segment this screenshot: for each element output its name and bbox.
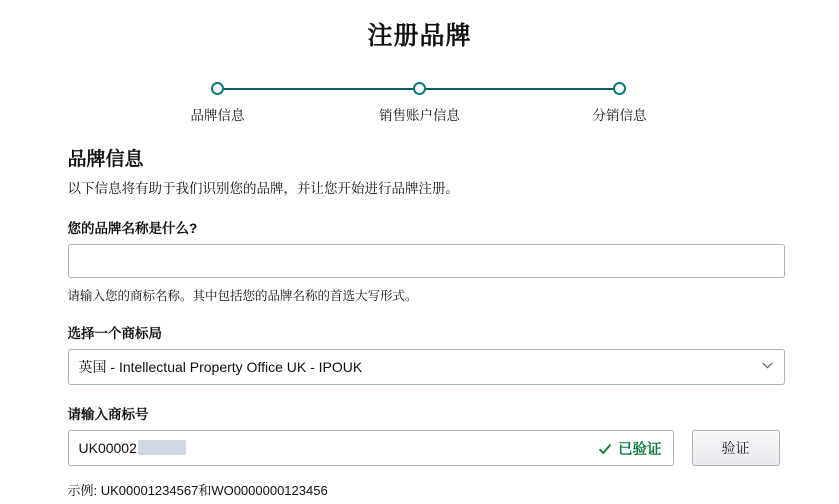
stepper-step-selling-account-info[interactable]: [340, 80, 500, 124]
stepper-step-label: 销售账户信息: [379, 108, 460, 123]
trademark-office-label: 选择一个商标局: [67, 326, 162, 341]
trademark-office-select[interactable]: [68, 349, 785, 385]
stepper-step-label: 品牌信息: [190, 108, 245, 123]
brand-info-form: [60, 144, 780, 499]
brand-name-input[interactable]: [68, 244, 785, 278]
stepper-step-distribution-info[interactable]: [540, 80, 700, 124]
trademark-number-row: [68, 430, 780, 466]
brand-name-field-block: [68, 217, 780, 304]
page-title: 注册品牌: [367, 22, 472, 50]
step-dot-icon: [211, 82, 224, 95]
trademark-number-field-block: [68, 403, 780, 499]
verified-status-badge: [598, 438, 662, 459]
verify-button[interactable]: 验证: [692, 430, 780, 466]
redaction-overlay: [138, 440, 186, 455]
verified-label: 已验证: [618, 442, 662, 458]
trademark-number-label: 请输入商标号: [67, 407, 149, 422]
stepper-step-brand-info[interactable]: [138, 80, 298, 124]
trademark-number-example-text: 示例: UK00001234567和WO0000000123456: [67, 483, 328, 498]
progress-stepper: [100, 80, 740, 126]
brand-name-helper-text: 请输入您的商标名称。其中包括您的品牌名称的首选大写形式。: [67, 289, 418, 303]
section-description: 以下信息将有助于我们识别您的品牌，并让您开始进行品牌注册。: [67, 181, 459, 196]
trademark-office-field-block: [68, 322, 780, 385]
step-dot-icon: [413, 82, 426, 95]
section-title: 品牌信息: [67, 149, 144, 170]
trademark-number-input-wrap: [68, 430, 674, 466]
step-dot-icon: [613, 82, 626, 95]
brand-registration-page: [0, 16, 839, 504]
trademark-office-selected-value: 英国 - Intellectual Property Office UK - IPOUK: [68, 349, 785, 385]
check-icon: [598, 442, 612, 456]
brand-name-label: 您的品牌名称是什么?: [67, 221, 198, 236]
stepper-step-label: 分销信息: [592, 108, 647, 123]
